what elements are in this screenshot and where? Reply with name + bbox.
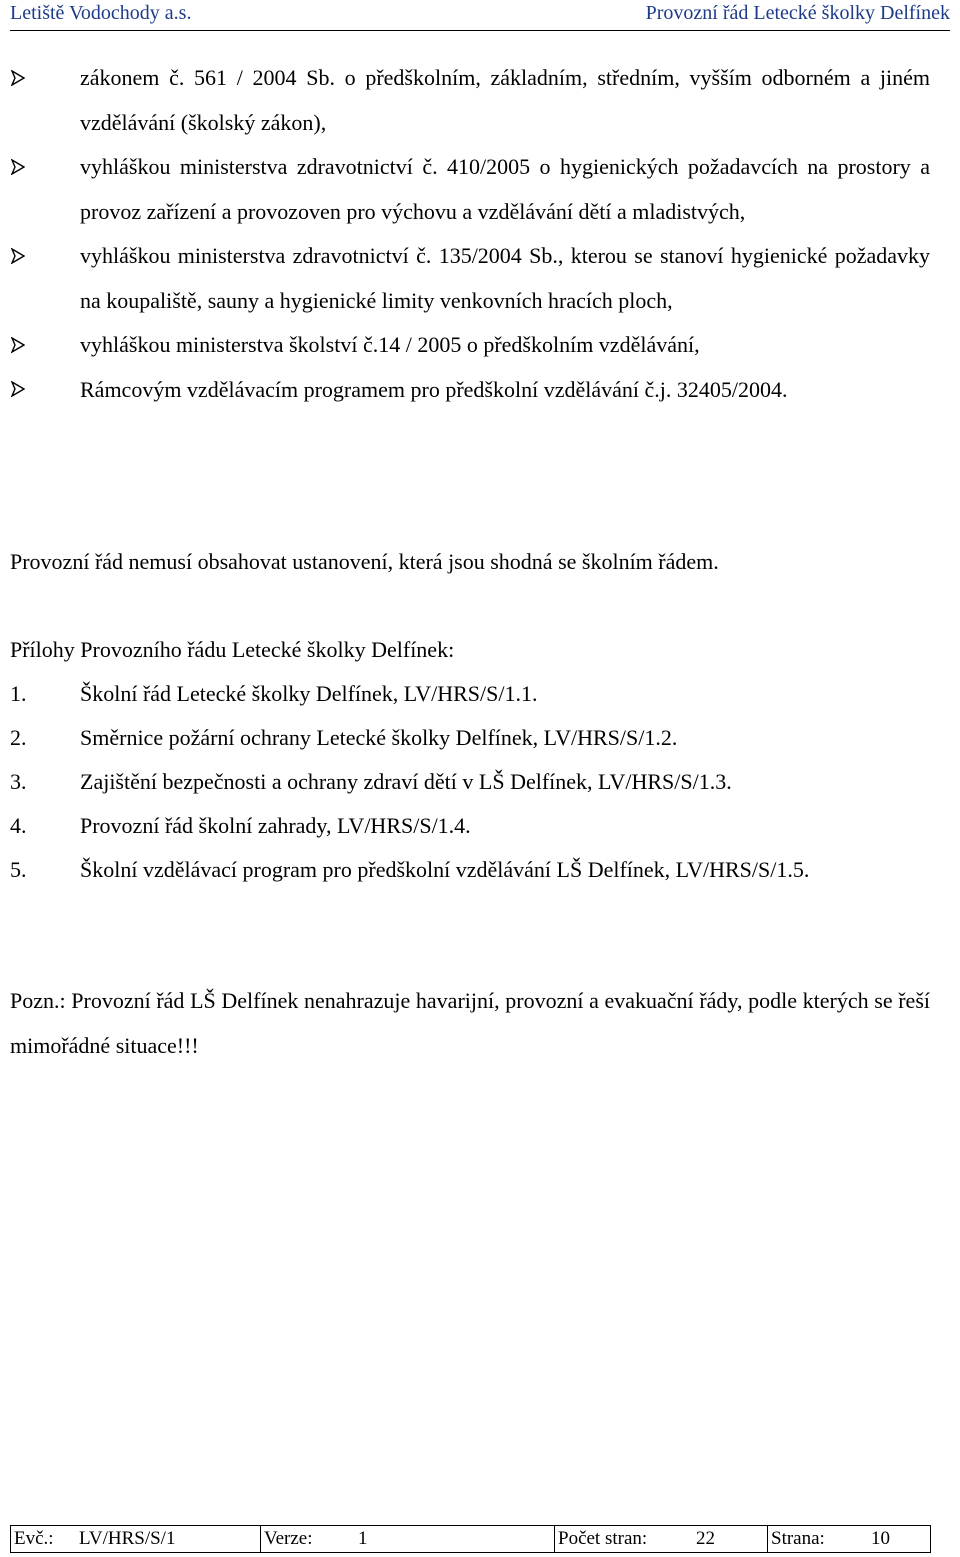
footer-verze-label: Verze: — [264, 1528, 313, 1549]
list-item-text: Zajištění bezpečnosti a ochrany zdraví dětí v LŠ Delfínek, LV/HRS/S/1.3. — [80, 769, 732, 794]
list-item — [10, 716, 930, 760]
footer-cell-verze — [261, 1526, 555, 1552]
footer-strana-label: Strana: — [771, 1528, 825, 1549]
list-item-number: 3. — [10, 769, 27, 794]
arrow-bullet-icon — [10, 323, 80, 368]
list-item-text: Školní řád Letecké školky Delfínek, LV/HRS/S/1.1. — [80, 681, 538, 706]
list-item — [10, 323, 930, 368]
footer-cell-pocet-stran — [555, 1526, 768, 1552]
list-item-text: vyhláškou ministerstva školství č.14 / 2005 o předškolním vzdělávání, — [80, 332, 700, 357]
annex-title: Přílohy Provozního řádu Letecké školky Delfínek: — [10, 637, 455, 662]
document-footer-table — [10, 1525, 931, 1553]
footer-cell-evc — [11, 1526, 261, 1552]
arrow-bullet-icon — [10, 56, 80, 145]
footer-strana-value: 10 — [871, 1528, 890, 1549]
footer-evc-value: LV/HRS/S/1 — [79, 1528, 176, 1549]
list-item-text: vyhláškou ministerstva zdravotnictví č. 135/2004 Sb., kterou se stanoví hygienické požadavky na koupaliště, sauny a hygienické limity venkovních hracích ploch, — [80, 243, 930, 313]
list-item — [10, 234, 930, 323]
list-item-number: 1. — [10, 681, 27, 706]
annex-list — [10, 672, 930, 892]
list-item-text: Provozní řád školní zahrady, LV/HRS/S/1.4. — [80, 813, 471, 838]
list-item — [10, 804, 930, 848]
remark-paragraph: Pozn.: Provozní řád LŠ Delfínek nenahrazuje havarijní, provozní a evakuační řády, podle kterých se řeší mimořádné situace!!! — [10, 988, 930, 1058]
page-header — [10, 0, 950, 31]
list-item — [10, 848, 930, 892]
list-item-text: Rámcovým vzdělávacím programem pro předškolní vzdělávání č.j. 32405/2004. — [80, 376, 788, 402]
footer-cell-strana — [768, 1526, 930, 1552]
list-item-text: Směrnice požární ochrany Letecké školky Delfínek, LV/HRS/S/1.2. — [80, 725, 678, 750]
school-rules-note: Provozní řád nemusí obsahovat ustanovení, která jsou shodná se školním řádem. — [10, 549, 719, 574]
footer-verze-value: 1 — [358, 1528, 368, 1549]
arrow-bullet-icon — [10, 145, 80, 234]
list-item-text: vyhláškou ministerstva zdravotnictví č. 410/2005 o hygienických požadavcích na prostory a provoz zařízení a provozoven pro výchovu a vzdělávání dětí a mladistvých, — [80, 154, 930, 224]
header-document-title: Provozní řád Letecké školky Delfínek — [645, 2, 950, 24]
list-item-number: 2. — [10, 725, 27, 750]
list-item — [10, 368, 930, 413]
list-item-text: zákonem č. 561 / 2004 Sb. o předškolním, základním, středním, vyšším odborném a jiném vzdělávání (školský zákon), — [80, 65, 930, 135]
footer-pocet-label: Počet stran: — [558, 1528, 648, 1549]
header-company: Letiště Vodochody a.s. — [10, 2, 192, 24]
footer-pocet-value: 22 — [696, 1528, 715, 1549]
list-item-number: 5. — [10, 857, 27, 882]
list-item-number: 4. — [10, 813, 27, 838]
arrow-bullet-icon — [10, 234, 80, 323]
list-item — [10, 145, 930, 234]
footer-evc-label: Evč.: — [14, 1528, 54, 1549]
arrow-bullet-icon — [10, 368, 80, 413]
list-item-text: Školní vzdělávací program pro předškolní vzdělávání LŠ Delfínek, LV/HRS/S/1.5. — [80, 857, 810, 882]
legislation-list — [10, 56, 930, 412]
list-item — [10, 672, 930, 716]
list-item — [10, 56, 930, 145]
list-item — [10, 760, 930, 804]
